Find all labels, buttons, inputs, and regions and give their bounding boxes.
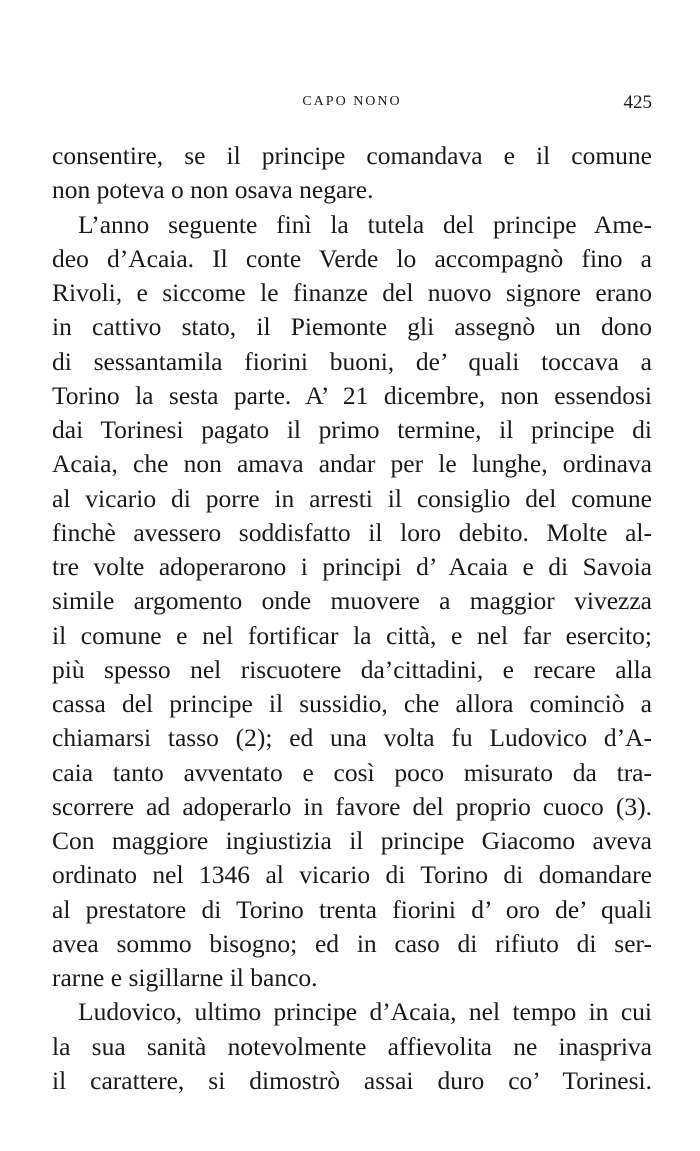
- text-line: consentire, se il principe comandava e il comune: [52, 141, 652, 170]
- running-head: [52, 92, 652, 116]
- text-line: avea sommo bisogno; ed in caso di rifiuto di ser-: [52, 928, 652, 958]
- text-line: la sua sanità notevolmente affievolita ne inaspriva: [52, 1031, 652, 1061]
- text-line: di sessantamila fiorini buoni, de’ quali toccava a: [52, 346, 652, 376]
- text-line: al vicario di porre in arresti il consiglio del comune: [52, 483, 652, 513]
- text-line: Acaia, che non amava andar per le lunghe, ordinava: [52, 449, 652, 479]
- text-line: L’anno seguente finì la tutela del principe Ame-: [78, 209, 652, 239]
- text-line: al prestatore di Torino trenta fiorini d’ oro de’ quali: [52, 894, 652, 924]
- text-line: simile argomento onde muovere a maggior vivezza: [52, 586, 652, 616]
- text-line: rarne e sigillarne il banco.: [52, 963, 318, 992]
- text-line: tre volte adoperarono i principi d’ Acaia e di Savoia: [52, 552, 652, 581]
- text-line: chiamarsi tasso (2); ed una volta fu Ludovico d’A-: [52, 723, 652, 753]
- body-text: [52, 139, 652, 1098]
- text-line: non poteva o non osava negare.: [52, 175, 374, 205]
- text-line: Torino la sesta parte. A’ 21 dicembre, non essendosi: [52, 380, 652, 410]
- text-line: in cattivo stato, il Piemonte gli assegnò un dono: [52, 312, 652, 342]
- text-line: Ludovico, ultimo principe d’Acaia, nel tempo in cui: [78, 997, 652, 1027]
- text-line: scorrere ad adoperarlo in favore del proprio cuoco (3).: [52, 791, 652, 821]
- text-line: più spesso nel riscuotere da’cittadini, e recare alla: [52, 654, 652, 684]
- text-line: dai Torinesi pagato il primo termine, il principe di: [52, 415, 652, 444]
- page-number: 425: [623, 92, 652, 113]
- text-line: ordinato nel 1346 al vicario di Torino di domandare: [52, 860, 652, 890]
- text-line: Con maggiore ingiustizia il principe Giacomo aveva: [52, 826, 652, 855]
- text-line: il carattere, si dimostrò assai duro co’ Torinesi.: [52, 1065, 652, 1095]
- text-line: finchè avessero soddisfatto il loro debito. Molte al-: [52, 517, 652, 547]
- text-line: cassa del principe il sussidio, che allora cominciò a: [52, 689, 652, 718]
- text-line: deo d’Acaia. Il conte Verde lo accompagnò fino a: [52, 243, 652, 273]
- text-line: il comune e nel fortificar la città, e nel far esercito;: [52, 620, 652, 650]
- text-line: caia tanto avventato e così poco misurato da tra-: [52, 757, 652, 787]
- chapter-title: CAPO NONO: [302, 94, 402, 109]
- text-line: Rivoli, e siccome le finanze del nuovo signore erano: [52, 278, 652, 307]
